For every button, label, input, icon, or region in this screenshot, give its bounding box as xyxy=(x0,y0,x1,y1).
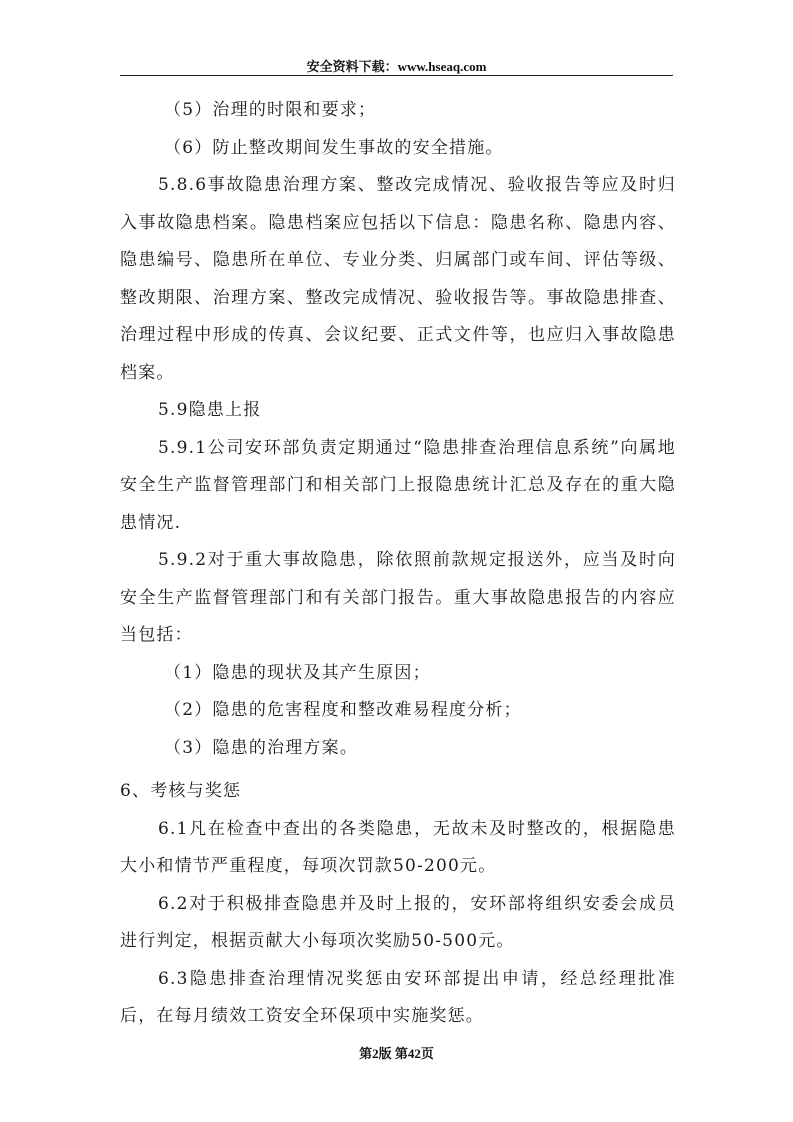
list-item-3: （3）隐患的治理方案。 xyxy=(164,737,359,758)
page-header: 安全资料下载：www.hseaq.com xyxy=(306,59,487,74)
page-footer: 第2版 第42页 xyxy=(359,1046,434,1061)
list-item-5: （5）治理的时限和要求； xyxy=(164,100,377,120)
document-body xyxy=(120,92,676,1036)
paragraph-6-1: 6.1凡在检查中查出的各类隐患，无故未及时整改的，根据隐患大小和情节严重程度，每项次罚款50-200元。 xyxy=(120,818,676,876)
section-heading-6: 6、考核与奖惩 xyxy=(120,781,242,801)
list-item-2: （2）隐患的危害程度和整改难易程度分析； xyxy=(164,700,522,720)
list-item-1: （1）隐患的现状及其产生原因； xyxy=(164,662,431,683)
paragraph-6-2: 6.2对于积极排查隐患并及时上报的，安环部将组织安委会成员进行判定，根据贡献大小每项次奖励50-500元。 xyxy=(120,893,676,951)
paragraph-5-9-2: 5.9.2对于重大事故隐患，除依照前款规定报送外，应当及时向安全生产监督管理部门和有关部门报告。重大事故隐患报告的内容应当包括： xyxy=(120,550,676,645)
paragraph-5-8-6: 5.8.6事故隐患治理方案、整改完成情况、验收报告等应及时归入事故隐患档案。隐患档案应包括以下信息：隐患名称、隐患内容、隐患编号、隐患所在单位、专业分类、归属部门或车间、评估等级、整改期限、治理方案、整改完成情况、验收报告等。事故隐患排查、治理过程中形成的传真、会议纪要、正式文件等，也应归入事故隐患档案。 xyxy=(120,175,676,383)
list-item-6: （6）防止整改期间发生事故的安全措施。 xyxy=(164,137,504,158)
paragraph-6-3: 6.3隐患排查治理情况奖惩由安环部提出申请，经总经理批准后，在每月绩效工资安全环保项中实施奖惩。 xyxy=(120,968,676,1026)
section-heading-5-9: 5.9隐患上报 xyxy=(158,400,262,420)
header-divider xyxy=(120,75,673,76)
paragraph-5-9-1: 5.9.1公司安环部负责定期通过“隐患排查治理信息系统”向属地安全生产监督管理部门和相关部门上报隐患统计汇总及存在的重大隐患情况. xyxy=(120,437,676,533)
